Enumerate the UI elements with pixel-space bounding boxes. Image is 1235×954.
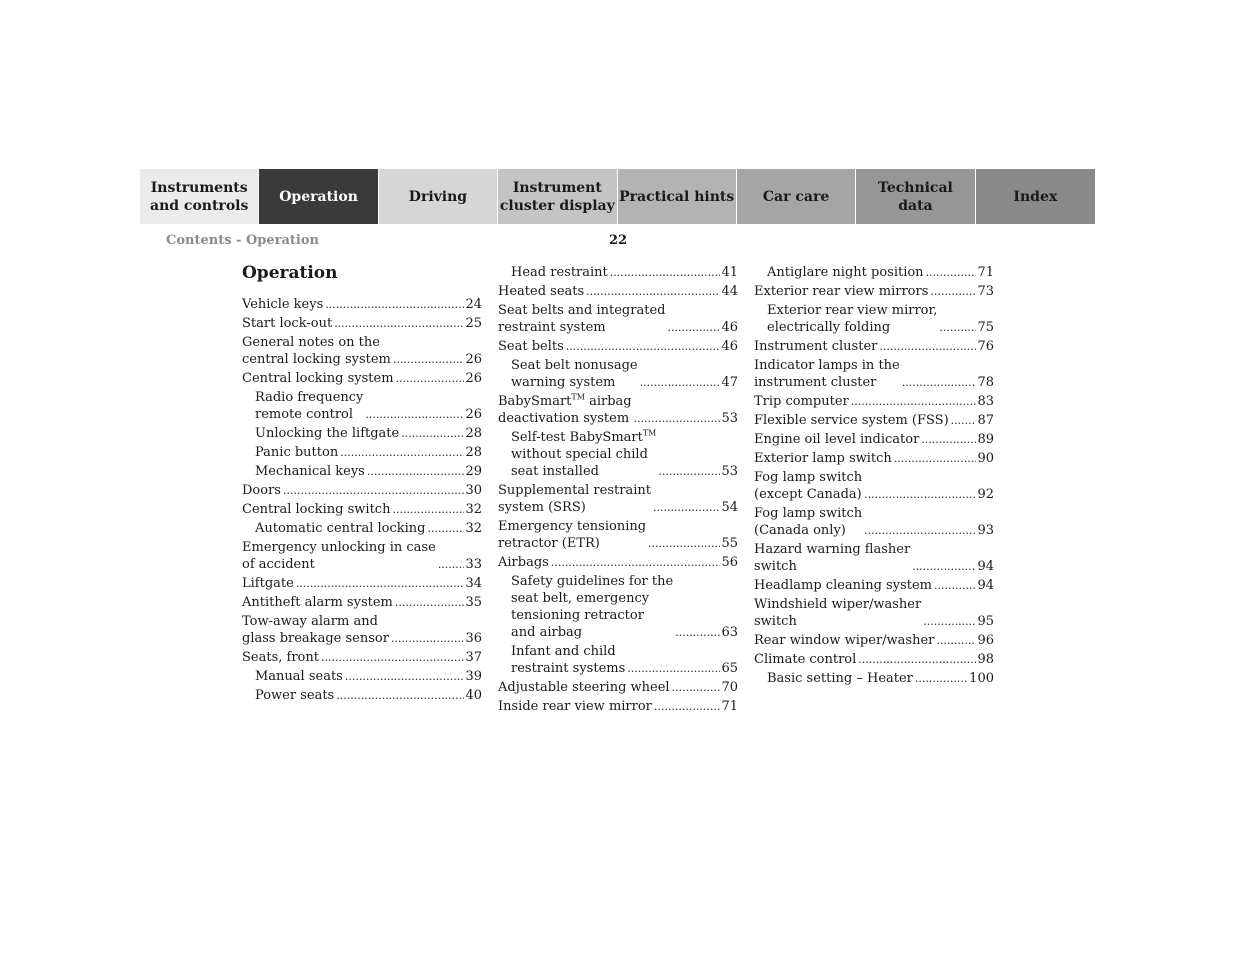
dot-leader — [610, 264, 721, 281]
toc-entry-page: 40 — [465, 688, 482, 703]
toc-entry-page: 98 — [977, 652, 994, 667]
toc-entry[interactable] — [242, 482, 482, 499]
dot-leader — [858, 651, 976, 668]
toc-entry[interactable] — [242, 575, 482, 592]
page-title: Operation — [242, 263, 338, 283]
toc-entry[interactable] — [754, 505, 994, 539]
toc-entry[interactable] — [242, 296, 482, 313]
toc-entry-page: 87 — [977, 413, 994, 428]
toc-entry-page: 24 — [465, 297, 482, 312]
toc-entry-page: 32 — [465, 521, 482, 536]
toc-entry-page: 36 — [465, 631, 482, 646]
toc-entry[interactable] — [242, 668, 482, 685]
toc-entry-title: Supplemental restraint system (SRS) — [498, 483, 651, 515]
toc-entry-title: Climate control — [754, 652, 857, 667]
toc-entry-title: Radio frequency remote control — [255, 390, 364, 422]
page-number: 22 — [609, 233, 628, 248]
dot-leader — [283, 482, 464, 499]
dot-leader — [653, 499, 721, 516]
toc-entry-page: 75 — [977, 320, 994, 335]
toc-entry[interactable] — [498, 573, 738, 641]
toc-entry[interactable] — [754, 541, 994, 575]
toc-entry[interactable] — [498, 482, 738, 516]
tab-label: Instrument cluster display — [499, 179, 615, 214]
toc-entry-page: 89 — [977, 432, 994, 447]
section-tabs — [140, 169, 1095, 224]
toc-entry[interactable] — [242, 501, 482, 518]
toc-entry[interactable] — [498, 429, 738, 480]
toc-entry[interactable] — [754, 412, 994, 429]
toc-entry-page: 26 — [465, 371, 482, 386]
toc-entry-title: Heated seats — [498, 284, 585, 299]
toc-column-2 — [498, 264, 738, 715]
tab-index[interactable] — [976, 169, 1095, 224]
toc-entry-title: Vehicle keys — [242, 297, 324, 312]
dot-leader — [939, 319, 976, 336]
toc-entry-page: 83 — [977, 394, 994, 409]
toc-entry[interactable] — [498, 518, 738, 552]
toc-entry-page: 90 — [977, 451, 994, 466]
toc-entry-page: 30 — [465, 483, 482, 498]
toc-entry-title: Start lock-out — [242, 316, 333, 331]
toc-entry-title: Fog lamp switch (except Canada) — [754, 470, 863, 502]
toc-entry-page: 37 — [465, 650, 482, 665]
toc-entry[interactable] — [242, 594, 482, 611]
toc-entry-page: 92 — [977, 487, 994, 502]
dot-leader — [648, 535, 720, 552]
toc-entry-title: Exterior rear view mirror, electrically folding — [767, 303, 938, 335]
toc-entry-title: Emergency tensioning retractor (ETR) — [498, 519, 647, 551]
dot-leader — [879, 338, 976, 355]
toc-entry[interactable] — [754, 264, 994, 281]
toc-entry-title: Safety guidelines for the seat belt, emergency tensioning retractor and airbag — [511, 574, 674, 640]
toc-entry-page: 39 — [465, 669, 482, 684]
dot-leader — [672, 679, 721, 696]
dot-leader — [864, 486, 976, 503]
toc-entry-title: Seat belts and integrated restraint system — [498, 303, 666, 335]
toc-entry[interactable] — [754, 283, 994, 300]
toc-entry-page: 100 — [969, 671, 994, 686]
dot-leader — [936, 632, 976, 649]
dot-leader — [864, 522, 976, 539]
toc-entry-title: Power seats — [255, 688, 335, 703]
toc-entry-title: Tow-away alarm and glass breakage sensor — [242, 614, 389, 646]
toc-entry-title: Airbags — [498, 555, 549, 570]
dot-leader — [325, 296, 464, 313]
toc-entry-title: Windshield wiper/washer switch — [754, 597, 922, 629]
dot-leader — [296, 575, 465, 592]
toc-entry-title: Doors — [242, 483, 281, 498]
toc-entry-page: 54 — [721, 500, 738, 515]
toc-entry-page: 41 — [721, 265, 738, 280]
dot-leader — [951, 412, 977, 429]
toc-entry[interactable] — [498, 679, 738, 696]
dot-leader — [921, 431, 976, 448]
toc-entry-title: Indicator lamps in the instrument cluster — [754, 358, 900, 390]
toc-column-3 — [754, 264, 994, 687]
dot-leader — [367, 463, 465, 480]
toc-entry-page: 26 — [465, 352, 482, 367]
dot-leader — [336, 687, 464, 704]
toc-entry[interactable] — [242, 334, 482, 368]
toc-entry-page: 46 — [721, 320, 738, 335]
dot-leader — [930, 283, 976, 300]
toc-entry-page: 29 — [465, 464, 482, 479]
toc-entry[interactable] — [498, 357, 738, 391]
toc-entry[interactable] — [754, 450, 994, 467]
dot-leader — [658, 463, 720, 480]
toc-entry-title: Seat belts — [498, 339, 564, 354]
toc-entry[interactable] — [242, 315, 482, 332]
tab-operation[interactable] — [259, 169, 378, 224]
dot-leader — [551, 554, 721, 571]
toc-entry-title: Seats, front — [242, 650, 319, 665]
toc-entry-title: Fog lamp switch (Canada only) — [754, 506, 863, 538]
toc-entry[interactable] — [242, 687, 482, 704]
tab-instruments-and-controls[interactable] — [140, 169, 259, 224]
toc-entry[interactable] — [498, 264, 738, 281]
toc-entry[interactable] — [498, 302, 738, 336]
dot-leader — [934, 577, 976, 594]
toc-entry-title: Seat belt nonusage warning system — [511, 358, 638, 390]
toc-entry-page: 34 — [465, 576, 482, 591]
toc-entry-title: Rear window wiper/washer — [754, 633, 935, 648]
toc-entry[interactable] — [242, 425, 482, 442]
toc-entry[interactable] — [242, 444, 482, 461]
toc-entry[interactable] — [498, 643, 738, 677]
toc-entry-title: Antiglare night position — [767, 265, 924, 280]
dot-leader — [321, 649, 464, 666]
toc-entry[interactable] — [754, 357, 994, 391]
tab-car-care[interactable] — [737, 169, 856, 224]
dot-leader — [365, 406, 464, 423]
toc-entry-page: 35 — [465, 595, 482, 610]
dot-leader — [894, 450, 977, 467]
toc-entry-page: 63 — [721, 625, 738, 640]
dot-leader — [428, 520, 465, 537]
tab-label: Driving — [408, 188, 468, 205]
toc-entry-title: Automatic central locking — [255, 521, 426, 536]
tab-practical-hints[interactable] — [618, 169, 737, 224]
toc-entry[interactable] — [242, 613, 482, 647]
tab-label: Instruments and controls — [150, 179, 249, 214]
dot-leader — [915, 670, 968, 687]
toc-entry-page: 70 — [721, 680, 738, 695]
tab-label: Technical data — [878, 179, 953, 214]
tab-driving[interactable] — [379, 169, 498, 224]
toc-entry-page: 55 — [721, 536, 738, 551]
toc-entry[interactable] — [242, 370, 482, 387]
toc-entry[interactable] — [754, 469, 994, 503]
toc-entry-page: 73 — [977, 284, 994, 299]
toc-entry-page: 95 — [977, 614, 994, 629]
toc-entry-title: Central locking switch — [242, 502, 391, 517]
dot-leader — [395, 594, 465, 611]
toc-entry-title: BabySmart™ airbag deactivation system — [498, 392, 632, 426]
toc-entry-title: Antitheft alarm system — [242, 595, 393, 610]
toc-entry[interactable] — [498, 698, 738, 715]
toc-entry[interactable] — [242, 389, 482, 423]
toc-entry-title: Headlamp cleaning system — [754, 578, 932, 593]
toc-entry-title: Instrument cluster — [754, 339, 878, 354]
dot-leader — [401, 425, 464, 442]
toc-entry-page: 71 — [977, 265, 994, 280]
dot-leader — [586, 283, 720, 300]
toc-entry[interactable] — [754, 431, 994, 448]
dot-leader — [926, 264, 977, 281]
toc-entry-title: Liftgate — [242, 576, 294, 591]
toc-column-1 — [242, 296, 482, 704]
toc-entry-page: 44 — [721, 284, 738, 299]
toc-entry[interactable] — [754, 577, 994, 594]
toc-entry-title: Trip computer — [754, 394, 849, 409]
dot-leader — [654, 698, 721, 715]
toc-entry-title: Panic button — [255, 445, 339, 460]
dot-leader — [627, 660, 720, 677]
toc-entry-page: 33 — [465, 557, 482, 572]
toc-entry[interactable] — [754, 338, 994, 355]
breadcrumb: Contents - Operation — [166, 233, 319, 248]
toc-entry[interactable] — [242, 649, 482, 666]
toc-entry[interactable] — [498, 554, 738, 571]
tab-label: Practical hints — [619, 188, 735, 205]
toc-entry-page: 96 — [977, 633, 994, 648]
toc-entry[interactable] — [498, 393, 738, 427]
toc-entry-title: Adjustable steering wheel — [498, 680, 670, 695]
toc-entry[interactable] — [754, 632, 994, 649]
toc-entry-title: Self-test BabySmart™ without special child seat installed — [511, 428, 657, 479]
toc-entry-title: Flexible service system (FSS) — [754, 413, 949, 428]
toc-entry-title: Manual seats — [255, 669, 343, 684]
toc-entry[interactable] — [498, 283, 738, 300]
tab-instrument-cluster-display[interactable] — [498, 169, 617, 224]
toc-entry-page: 65 — [721, 661, 738, 676]
toc-entry[interactable] — [754, 393, 994, 410]
dot-leader — [912, 558, 976, 575]
toc-entry-page: 26 — [465, 407, 482, 422]
dot-leader — [345, 668, 465, 685]
dot-leader — [396, 370, 465, 387]
tab-label: Car care — [762, 188, 830, 205]
toc-entry[interactable] — [754, 302, 994, 336]
toc-entry-title: Exterior lamp switch — [754, 451, 892, 466]
dot-leader — [438, 556, 465, 573]
toc-entry-page: 76 — [977, 339, 994, 354]
toc-entry-page: 56 — [721, 555, 738, 570]
toc-entry-title: Basic setting – Heater — [767, 671, 913, 686]
toc-entry-page: 28 — [465, 426, 482, 441]
tab-label: Operation — [279, 188, 358, 205]
toc-entry-page: 78 — [977, 375, 994, 390]
toc-entry-page: 94 — [977, 578, 994, 593]
toc-entry-page: 25 — [465, 316, 482, 331]
dot-leader — [675, 624, 720, 641]
tab-label: Index — [1013, 188, 1058, 205]
dot-leader — [392, 501, 464, 518]
dot-leader — [923, 613, 976, 630]
toc-entry-page: 53 — [721, 411, 738, 426]
toc-entry-title: Unlocking the liftgate — [255, 426, 400, 441]
toc-entry-title: General notes on the central locking system — [242, 335, 391, 367]
toc-entry-title: Head restraint — [511, 265, 608, 280]
toc-entry-title: Exterior rear view mirrors — [754, 284, 929, 299]
toc-entry[interactable] — [754, 596, 994, 630]
toc-entry-title: Engine oil level indicator — [754, 432, 920, 447]
toc-entry-title: Central locking system — [242, 371, 394, 386]
toc-entry[interactable] — [754, 670, 994, 687]
toc-entry-title: Mechanical keys — [255, 464, 365, 479]
toc-entry-page: 32 — [465, 502, 482, 517]
toc-entry-page: 53 — [721, 464, 738, 479]
dot-leader — [566, 338, 721, 355]
dot-leader — [851, 393, 977, 410]
dot-leader — [393, 351, 465, 368]
toc-entry-title: Hazard warning flasher switch — [754, 542, 911, 574]
toc-entry[interactable] — [754, 651, 994, 668]
toc-entry-page: 28 — [465, 445, 482, 460]
toc-entry-page: 94 — [977, 559, 994, 574]
toc-entry[interactable] — [242, 463, 482, 480]
toc-entry-page: 47 — [721, 375, 738, 390]
toc-entry-page: 71 — [721, 699, 738, 714]
toc-entry[interactable] — [242, 539, 482, 573]
dot-leader — [634, 410, 721, 427]
toc-entry-page: 46 — [721, 339, 738, 354]
dot-leader — [902, 374, 977, 391]
toc-entry[interactable] — [498, 338, 738, 355]
tab-technical-data[interactable] — [856, 169, 975, 224]
toc-entry[interactable] — [242, 520, 482, 537]
dot-leader — [640, 374, 721, 391]
dot-leader — [391, 630, 465, 647]
toc-entry-title: Emergency unlocking in case of accident — [242, 540, 436, 572]
toc-entry-title: Infant and child restraint systems — [511, 644, 626, 676]
toc-entry-title: Inside rear view mirror — [498, 699, 652, 714]
dot-leader — [667, 319, 720, 336]
dot-leader — [334, 315, 464, 332]
dot-leader — [340, 444, 464, 461]
toc-entry-page: 93 — [977, 523, 994, 538]
